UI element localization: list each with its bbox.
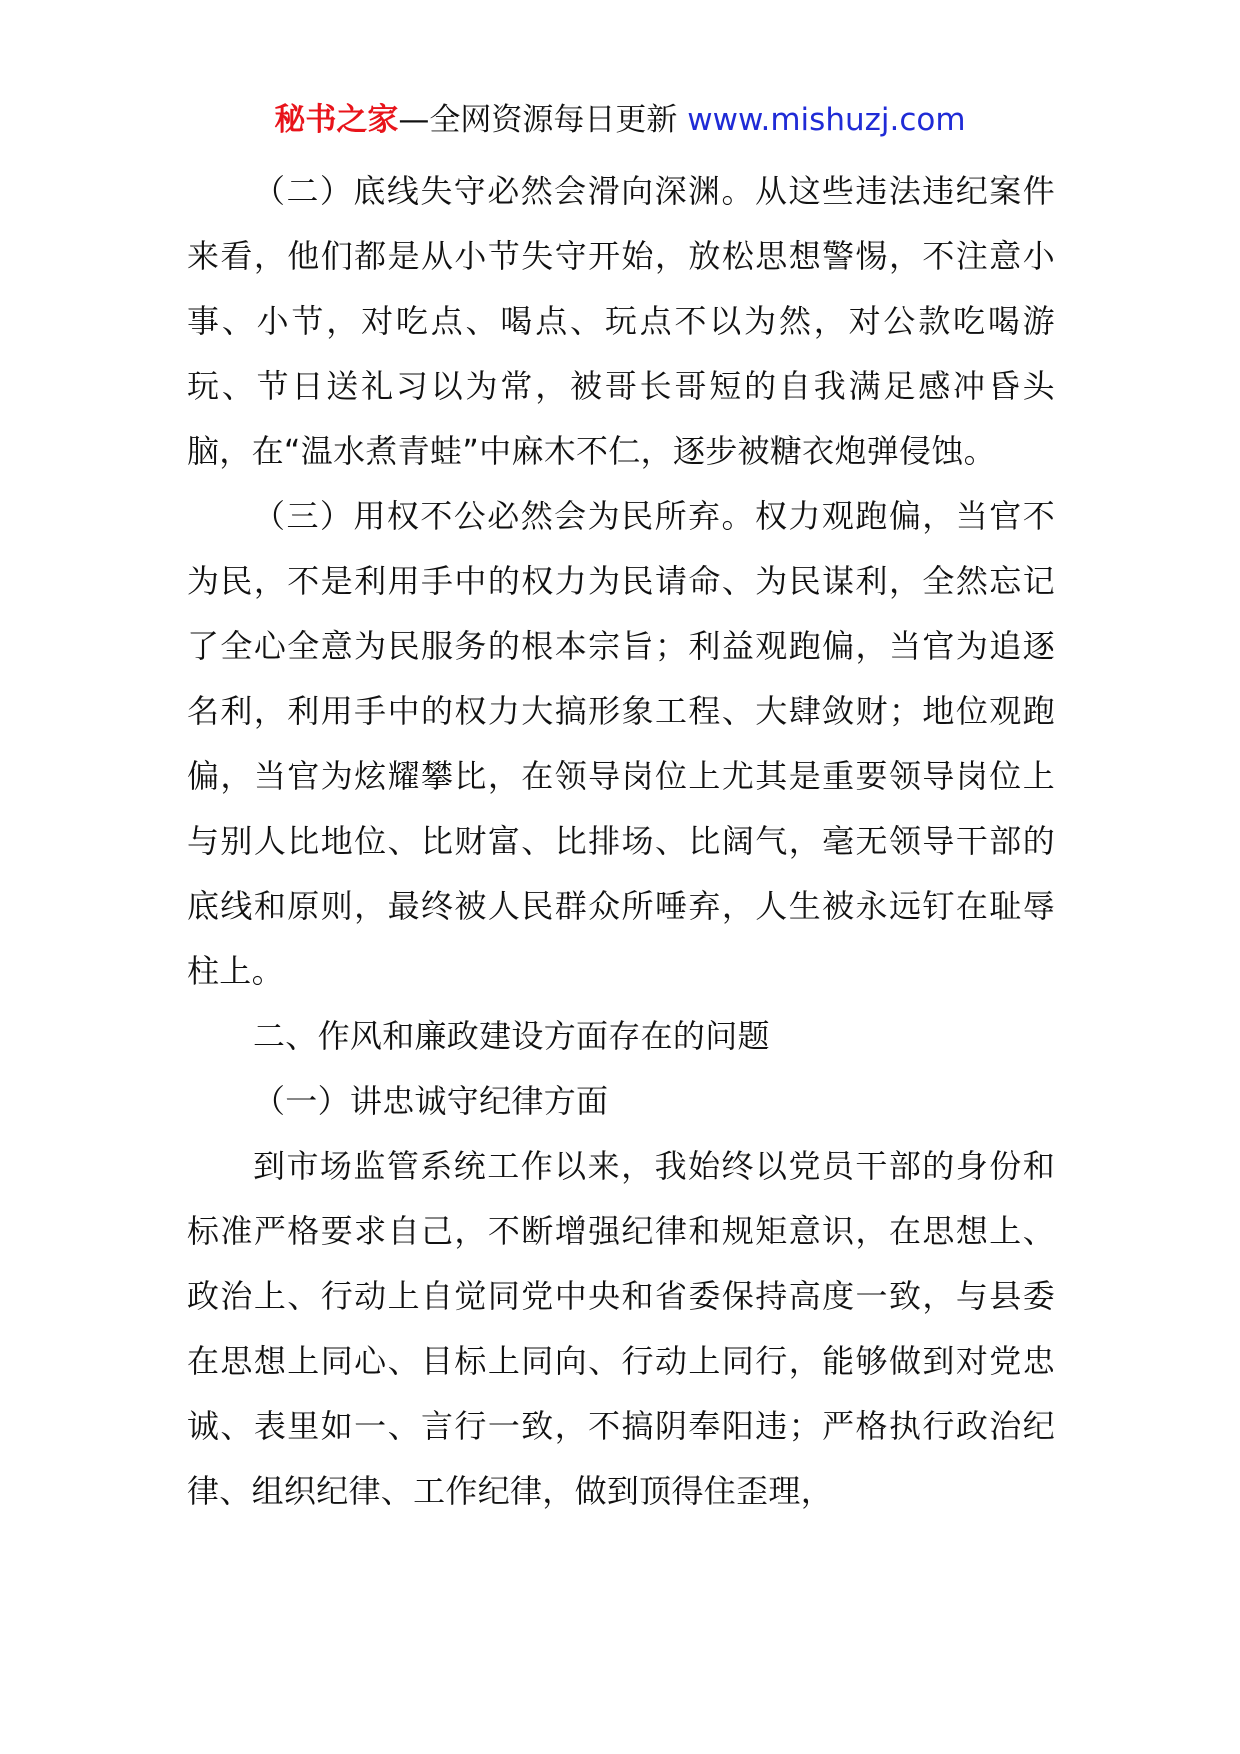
subsection-heading-loyalty: （一）讲忠诚守纪律方面 <box>253 1082 609 1120</box>
paragraph-bottom-line: （二）底线失守必然会滑向深渊。从这些违法违纪案件来看，他们都是从小节失守开始，放松思想警惕，不注意小事、小节，对吃点、喝点、玩点不以为然，对公款吃喝游玩、节日送礼习以为常，被哥长哥短的自我满足感冲昏头脑，在“温水煮青蛙”中麻木不仁，逐步被糖衣炮弹侵蚀。 <box>187 172 1055 470</box>
paragraph-power-abuse: （三）用权不公必然会为民所弃。权力观跑偏，当官不为民，不是利用手中的权力为民请命、为民谋利，全然忘记了全心全意为民服务的根本宗旨；利益观跑偏，当官为追逐名利，利用手中的权力大搞形象工程、大肆敛财；地位观跑偏，当官为炫耀攀比，在领导岗位上尤其是重要领导岗位上与别人比地位、比财富、比排场、比阔气，毫无领导干部的底线和原则，最终被人民群众所唾弃，人生被永远钉在耻辱柱上。 <box>187 497 1055 990</box>
header-site-url[interactable]: www.mishuzj.com <box>687 102 966 138</box>
paragraph-loyalty-discipline: 到市场监管系统工作以来，我始终以党员干部的身份和标准严格要求自己，不断增强纪律和规矩意识，在思想上、政治上、行动上自觉同党中央和省委保持高度一致，与县委在思想上同心、目标上同向、行动上同行，能够做到对党忠诚、表里如一、言行一致，不搞阴奉阳违；严格执行政治纪律、组织纪律、工作纪律，做到顶得住歪理， <box>187 1147 1055 1510</box>
section-heading-problems: 二、作风和廉政建设方面存在的问题 <box>253 1017 770 1055</box>
header-brand: 秘书之家 <box>274 102 399 138</box>
header-tagline: —全网资源每日更新 <box>398 102 678 138</box>
document-body <box>187 159 1055 1524</box>
page-header <box>0 100 1240 140</box>
